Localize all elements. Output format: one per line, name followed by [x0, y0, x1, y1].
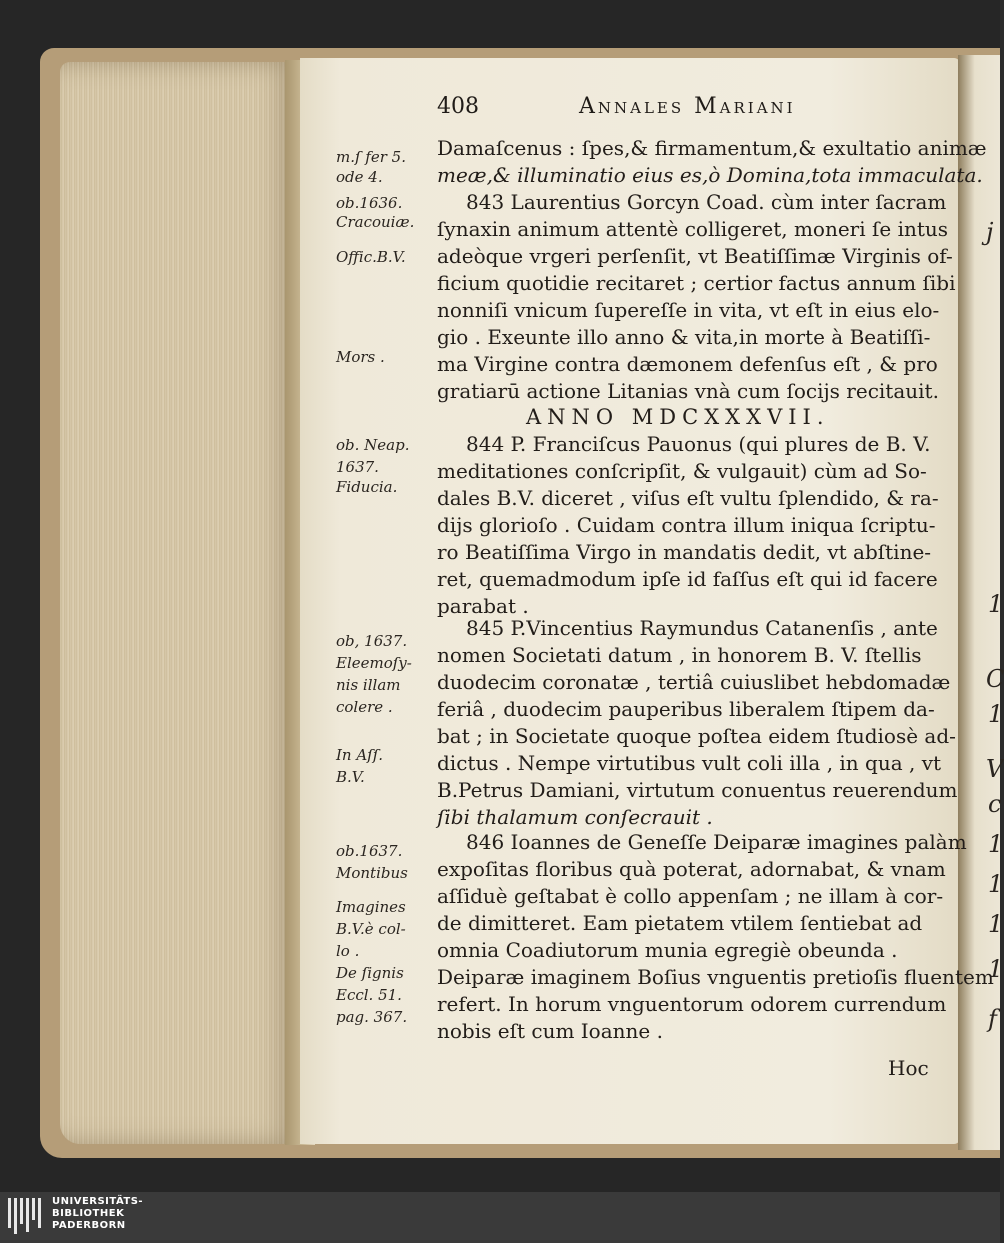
- facing-glyph: 1: [988, 870, 1004, 898]
- facing-glyph: 1: [988, 700, 1004, 728]
- library-footer: [0, 1192, 1000, 1243]
- text-line: ſibi thalamum conſecrauit .: [437, 805, 713, 829]
- text-line: Deiparæ imaginem Boſius vnguentis pretioſis fluentem: [437, 965, 994, 989]
- text-line: refert. In horum vnguentorum odorem currendum: [437, 992, 947, 1016]
- margin-note: m.ſ fer 5.: [336, 148, 406, 166]
- page-number: 408: [437, 94, 479, 119]
- library-name: [52, 1196, 143, 1232]
- text-line: meditationes conſcripſit, & vulgauit) cùm ad So-: [437, 459, 927, 483]
- margin-note: B.V.: [336, 768, 365, 786]
- library-logo-icon: [8, 1198, 46, 1236]
- text-line: dijs glorioſo . Cuidam contra illum iniqua ſcriptu-: [437, 513, 936, 537]
- margin-note: 1637.: [336, 458, 379, 476]
- text-line: duodecim coronatæ , tertiâ cuiuslibet hebdomadæ: [437, 670, 951, 694]
- margin-note: Offic.B.V.: [336, 248, 406, 266]
- text-line: 846 Ioannes de Geneſſe Deiparæ imagines palàm: [466, 830, 967, 854]
- text-line: ſynaxin animum attentè colligeret, moneri ſe intus: [437, 217, 949, 241]
- text-line: aſſiduè geſtabat è collo appenſam ; ne illam à cor-: [437, 884, 944, 908]
- margin-note: ob.1636.: [336, 194, 403, 212]
- margin-note: Cracouiæ.: [336, 213, 415, 231]
- facing-glyph: V: [986, 755, 1004, 783]
- facing-glyph: f: [988, 1005, 997, 1033]
- text-line: ficium quotidie recitaret ; certior factus annum ſibi: [437, 271, 956, 295]
- text-line: nobis eſt cum Ioanne .: [437, 1019, 663, 1043]
- text-line: nonniſi vnicum ſupereſſe in vita, vt eſt in eius elo-: [437, 298, 940, 322]
- margin-note: Fiducia.: [336, 478, 398, 496]
- margin-note: Montibus: [336, 864, 408, 882]
- facing-glyph: 1: [988, 830, 1004, 858]
- text-line: ma Virgine contra dæmonem defenſus eſt , & pro: [437, 352, 938, 376]
- text-line: feriâ , duodecim pauperibus liberalem ſtipem da-: [437, 697, 935, 721]
- facing-glyph: 1: [988, 590, 1004, 618]
- year-heading: ANNO MDCXXXVII.: [526, 405, 830, 429]
- text-line: 844 P. Franciſcus Pauonus (qui plures de B. V.: [466, 432, 931, 456]
- margin-note: pag. 367.: [336, 1008, 408, 1026]
- margin-note: ob, 1637.: [336, 632, 408, 650]
- library-name-line: PADERBORN: [52, 1220, 126, 1231]
- text-line: gratiarū actione Litanias vnà cum ſocijs recitauit.: [437, 379, 939, 403]
- catchword: Hoc: [888, 1056, 929, 1080]
- margin-note: ob.1637.: [336, 842, 403, 860]
- text-line: omnia Coadiutorum munia egregiè obeunda .: [437, 938, 898, 962]
- text-line: expoſitas floribus quà poterat, adornabat, & vnam: [437, 857, 946, 881]
- margin-note: ob. Neap.: [336, 436, 410, 454]
- margin-note: ode 4.: [336, 168, 383, 186]
- text-line: nomen Societati datum , in honorem B. V. ſtellis: [437, 643, 922, 667]
- margin-note: Imagines: [336, 898, 406, 916]
- margin-note: Eleemoſy-: [336, 654, 412, 672]
- text-line: Damaſcenus : ſpes,& firmamentum,& exultatio animæ: [437, 136, 987, 160]
- margin-note: Mors .: [336, 348, 385, 366]
- facing-glyph: 1: [988, 955, 1004, 983]
- text-line: adeòque vrgeri perſenſit, vt Beatiſſimæ Virginis of-: [437, 244, 953, 268]
- text-line: B.Petrus Damiani, virtutum conuentus reuerendum: [437, 778, 958, 802]
- text-line: gio . Exeunte illo anno & vita,in morte à Beatiſſi-: [437, 325, 931, 349]
- text-line: 845 P.Vincentius Raymundus Catanenſis , ante: [466, 616, 938, 640]
- text-line: ro Beatiſſima Virgo in mandatis dedit, vt abſtine-: [437, 540, 932, 564]
- text-line: de dimitteret. Eam pietatem vtilem ſentiebat ad: [437, 911, 923, 935]
- library-name-line: UNIVERSITÄTS-: [52, 1196, 144, 1207]
- text-line: bat ; in Societate quoque poſtea eidem ſtudiosè ad-: [437, 724, 956, 748]
- facing-glyph: j: [986, 218, 994, 246]
- text-line: dictus . Nempe virtutibus vult coli illa , in qua , vt: [437, 751, 942, 775]
- facing-glyph: C: [986, 665, 1004, 693]
- text-line: 843 Laurentius Gorcyn Coad. cùm inter ſacram: [466, 190, 947, 214]
- margin-note: B.V.è col-: [336, 920, 406, 938]
- margin-note: Eccl. 51.: [336, 986, 402, 1004]
- facing-glyph: 1: [988, 910, 1004, 938]
- text-line: parabat .: [437, 594, 529, 618]
- library-name-line: BIBLIOTHEK: [52, 1208, 125, 1219]
- margin-note: nis illam: [336, 676, 401, 694]
- facing-glyph: c: [988, 790, 1002, 818]
- running-title: Annales Mariani: [579, 94, 796, 119]
- margin-note: In Aſſ.: [336, 746, 384, 764]
- margin-note: lo .: [336, 942, 360, 960]
- text-line: meæ,& illuminatio eius es,ò Domina,tota immaculata.: [437, 163, 983, 187]
- text-line: dales B.V. diceret , viſus eſt vultu ſplendido, & ra-: [437, 486, 939, 510]
- margin-note: colere .: [336, 698, 393, 716]
- page-edges: [60, 62, 300, 1144]
- margin-note: De ſignis: [336, 964, 404, 982]
- text-line: ret, quemadmodum ipſe id faſſus eſt qui id facere: [437, 567, 938, 591]
